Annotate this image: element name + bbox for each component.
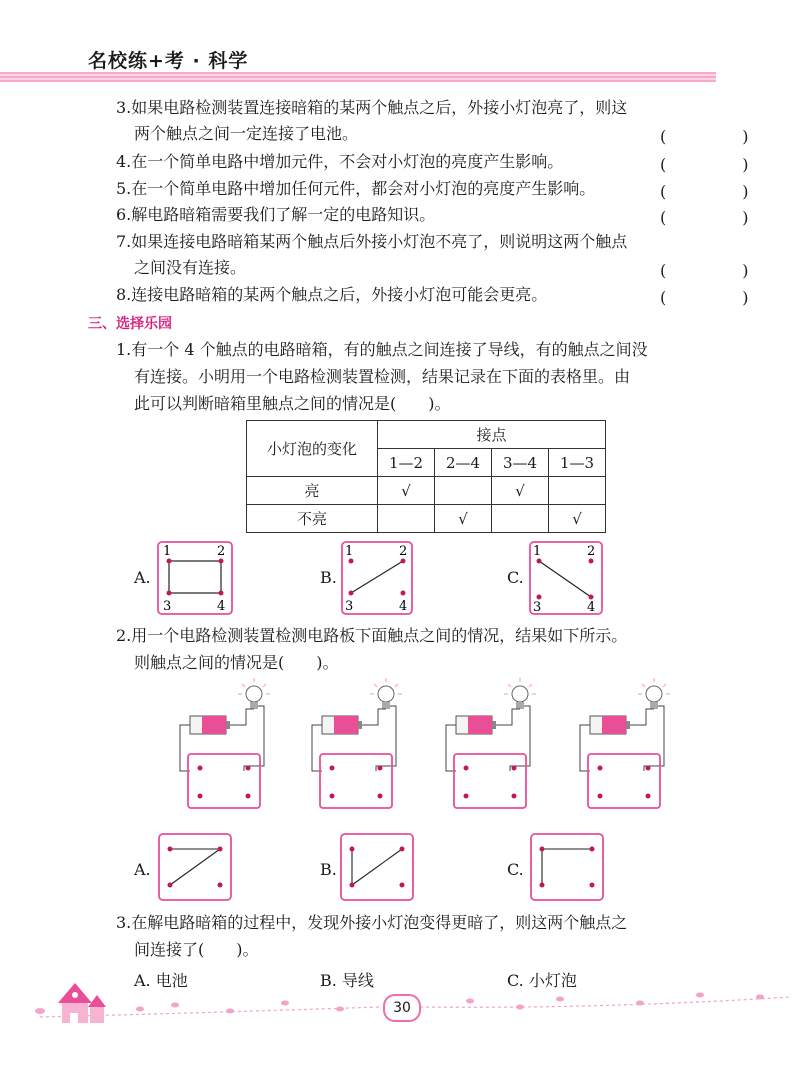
point-label: 1 — [163, 544, 172, 559]
table-cell — [549, 477, 606, 505]
section-title-choice: 三、选择乐园 — [88, 316, 172, 332]
circuit-tester-4 — [580, 678, 670, 808]
table-cell — [435, 477, 492, 505]
judgement-item-6: 6.解电路暗箱需要我们了解一定的电路知识。 — [116, 205, 436, 224]
table-col-header: 1—3 — [549, 449, 606, 477]
judgement-item-7-line1: 7.如果连接电路暗箱某两个触点后外接小灯泡不亮了，则说明这两个触点 — [116, 232, 628, 251]
header-stripe — [0, 72, 716, 82]
point-label: 2 — [587, 544, 596, 559]
judgement-item-3-line2: 两个触点之间一定连接了电池。 — [134, 124, 359, 143]
q1-line3: 此可以判断暗箱里触点之间的情况是( )。 — [134, 394, 451, 413]
point-label: 1 — [345, 544, 354, 559]
q2-option-a-label[interactable]: A. — [134, 860, 151, 879]
q1-line2: 有连接。小明用一个电路检测装置检测，结果记录在下面的表格里。由 — [134, 367, 631, 386]
point-label: 1 — [533, 544, 542, 559]
q3-option-b[interactable]: B. 导线 — [320, 971, 374, 990]
q2-option-c-label[interactable]: C. — [507, 860, 524, 879]
table-col-header: 1—2 — [378, 449, 435, 477]
point-label: 3 — [345, 599, 354, 614]
point-label: 4 — [587, 600, 596, 615]
judgement-item-7-line2: 之间没有连接。 — [134, 258, 247, 277]
point-label: 2 — [217, 544, 226, 559]
table-col-header: 2—4 — [435, 449, 492, 477]
point-label: 4 — [217, 599, 226, 614]
point-label: 3 — [533, 600, 542, 615]
q1-option-c-diagram[interactable] — [529, 541, 603, 615]
q2-option-b-label[interactable]: B. — [320, 860, 337, 879]
answer-blank-7[interactable]: ( ) — [660, 261, 779, 280]
judgement-item-8: 8.连接电路暗箱的某两个触点之后，外接小灯泡可能会更亮。 — [116, 285, 548, 304]
circuit-tester-3 — [446, 678, 536, 808]
q1-line1: 1.有一个 4 个触点的电路暗箱，有的触点之间连接了导线，有的触点之间没 — [116, 340, 648, 359]
answer-blank-5[interactable]: ( ) — [660, 182, 779, 201]
point-label: 2 — [399, 544, 408, 559]
table-row-header: 小灯泡的变化 — [247, 421, 378, 477]
answer-blank-4[interactable]: ( ) — [660, 155, 779, 174]
point-label: 3 — [163, 599, 172, 614]
table-row-label: 亮 — [247, 477, 378, 505]
q2-option-a-diagram[interactable] — [158, 833, 232, 901]
table-cell — [378, 505, 435, 533]
table-row — [247, 477, 606, 505]
circuit-tester-2 — [312, 678, 402, 808]
q3-line2: 间连接了( )。 — [134, 940, 259, 959]
circuit-tester-1 — [180, 678, 270, 808]
circuit-test-figures — [172, 676, 716, 812]
answer-blank-3[interactable]: ( ) — [660, 127, 779, 146]
q1-option-a-label[interactable]: A. — [134, 568, 151, 587]
table-cell — [492, 505, 549, 533]
table-cell: √ — [435, 505, 492, 533]
page-number: 30 — [383, 994, 421, 1022]
castle-icon — [58, 983, 106, 1023]
q1-option-a-diagram[interactable] — [157, 541, 233, 615]
q3-line1: 3.在解电路暗箱的过程中，发现外接小灯泡变得更暗了，则这两个触点之 — [116, 913, 628, 932]
q2-line1: 2.用一个电路检测装置检测电路板下面触点之间的情况，结果如下所示。 — [116, 626, 628, 645]
q1-option-b-diagram[interactable] — [341, 541, 413, 615]
q2-option-b-diagram[interactable] — [340, 833, 414, 901]
answer-blank-6[interactable]: ( ) — [660, 208, 779, 227]
table-row — [247, 505, 606, 533]
judgement-item-3-line1: 3.如果电路检测装置连接暗箱的某两个触点之后，外接小灯泡亮了，则这 — [116, 98, 628, 117]
point-label: 4 — [399, 599, 408, 614]
q3-option-c[interactable]: C. 小灯泡 — [507, 971, 577, 990]
judgement-item-4: 4.在一个简单电路中增加元件，不会对小灯泡的亮度产生影响。 — [116, 152, 564, 171]
table-cell: √ — [378, 477, 435, 505]
table-row-label: 不亮 — [247, 505, 378, 533]
q2-option-c-diagram[interactable] — [530, 833, 604, 901]
q3-option-a[interactable]: A. 电池 — [134, 971, 188, 990]
table-cell: √ — [492, 477, 549, 505]
q1-option-c-label[interactable]: C. — [507, 568, 524, 587]
table-cell: √ — [549, 505, 606, 533]
table-group-header: 接点 — [378, 421, 606, 449]
q2-line2: 则触点之间的情况是( )。 — [134, 653, 339, 672]
page-header-title: 名校练+考 · 科学 — [88, 50, 249, 72]
q1-option-b-label[interactable]: B. — [320, 568, 337, 587]
observation-table — [246, 420, 606, 533]
answer-blank-8[interactable]: ( ) — [660, 288, 779, 307]
table-col-header: 3—4 — [492, 449, 549, 477]
judgement-item-5: 5.在一个简单电路中增加任何元件，都会对小灯泡的亮度产生影响。 — [116, 179, 596, 198]
